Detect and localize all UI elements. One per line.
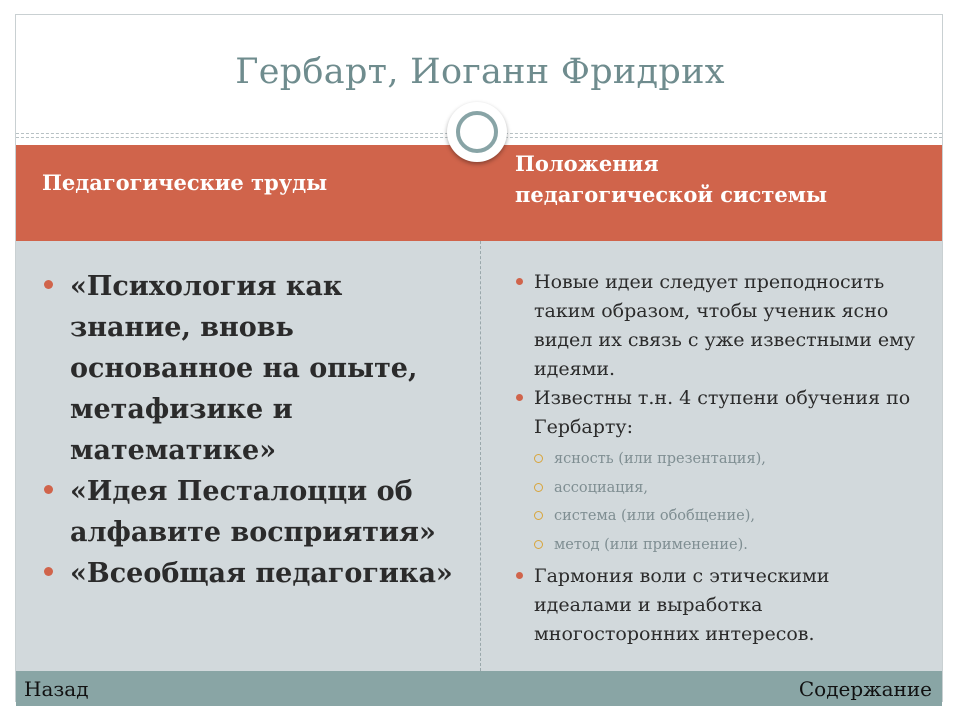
header-right-line1: Положения xyxy=(515,151,659,176)
steps-sublist xyxy=(534,445,932,559)
principles-list-item: Гармония воли с этическими идеалами и выработка многосторонних интересов. xyxy=(512,562,932,649)
header-right-line2: педагогической системы xyxy=(515,182,828,207)
works-list-item: «Психология как знание, вновь основанное на опыте, метафизике и математике» xyxy=(44,266,464,471)
back-link[interactable]: Назад xyxy=(24,677,89,701)
principles-list xyxy=(512,268,932,649)
principles-steps-label: Известны т.н. 4 ступени обучения по Гербарту: xyxy=(534,387,911,438)
contents-link[interactable]: Содержание xyxy=(798,677,932,701)
works-list xyxy=(44,266,464,594)
header-right-label xyxy=(515,148,915,210)
step-item: система (или обобщение), xyxy=(534,502,932,531)
step-item: метод (или применение). xyxy=(534,531,932,560)
step-item: ассоциация, xyxy=(534,474,932,503)
slide-title: Гербарт, Иоганн Фридрих xyxy=(235,52,725,92)
header-left-label: Педагогические труды xyxy=(42,170,328,195)
works-list-item: «Идея Песталоцци об алфавите восприятия» xyxy=(44,471,464,553)
step-item: ясность (или презентация), xyxy=(534,445,932,474)
column-divider xyxy=(480,241,481,671)
circle-ornament-icon xyxy=(447,102,507,162)
works-list-item: «Всеобщая педагогика» xyxy=(44,553,464,594)
circle-ornament-inner xyxy=(456,111,498,153)
principles-list-item-steps xyxy=(512,384,932,559)
principles-list-item: Новые идеи следует преподносить таким образом, чтобы ученик ясно видел их связь с уже известными ему идеями. xyxy=(512,268,932,384)
